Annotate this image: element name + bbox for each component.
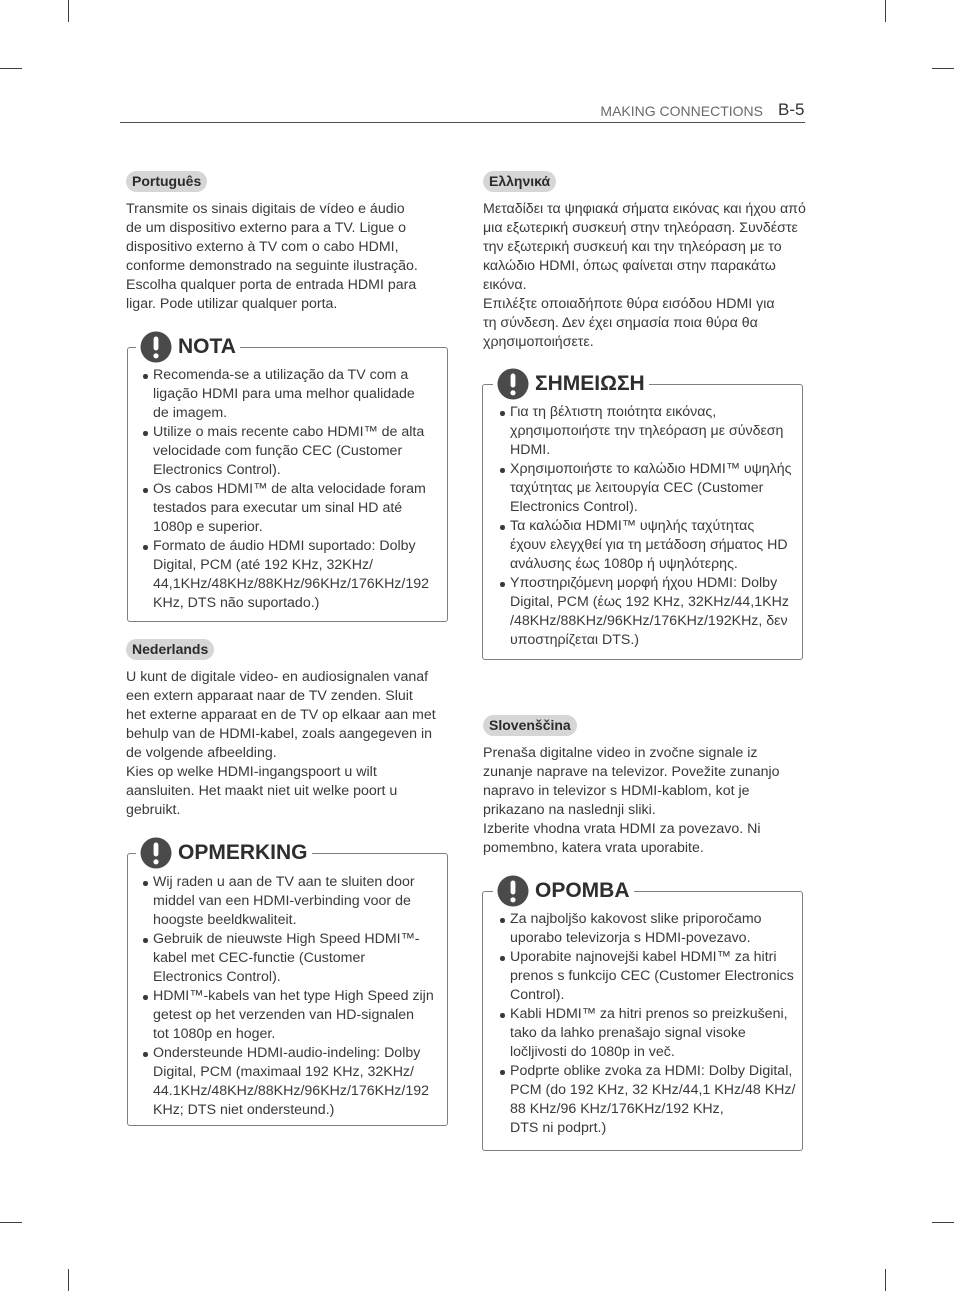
note-item [510,403,792,460]
note-item-text: Os cabos HDMI™ de alta velocidade foram testados para executar um sinal HD até 1080p e superior. [153,481,426,535]
language-badge: Nederlands [126,639,214,660]
language-badge: Slovenščina [483,715,577,736]
note-list [510,403,792,650]
note-item-text: Kabli HDMI™ za hitri prenos so preizkušeni, tako da lahko prenašajo signal visoke ločljivosti do 1080p in več. [510,1006,788,1060]
section-body: Prenaša digitalne video in zvočne signale iz zunanje naprave na televizor. Povežite zunanjo napravo in televizor s HDMI-kablom, kot je prikazano na naslednji sliki. Izberite vhodna vrata HDMI za povezavo. Ni pomembno, katera vrata uporabite. [483,745,780,856]
note-title-bar [493,368,649,400]
note-item-text: Για τη βέλτιστη ποιότητα εικόνας, χρησιμοποιήστε την τηλεόραση με σύνδεση HDMI. [510,404,784,458]
crop-mark [885,0,886,22]
crop-mark [68,1269,69,1291]
bullet-dot-icon [500,956,505,961]
bullet-dot-icon [143,545,148,550]
bullet-dot-icon [143,1052,148,1057]
exclamation-circle-icon-graphic [497,875,529,907]
page-number: B-5 [778,100,805,119]
note-item-text: Ondersteunde HDMI-audio-indeling: Dolby Digital, PCM (maximaal 192 KHz, 32KHz/ 44.1KHz/48KHz/88KHz/96KHz/176KHz/192 KHz; DTS niet ondersteund.) [153,1045,430,1118]
note-heading: OPMERKING [178,841,308,864]
bullet-dot-icon [143,431,148,436]
bullet-dot-icon [500,1013,505,1018]
note-title-bar [493,875,634,907]
note-item-text: Uporabite najnovejši kabel HDMI™ za hitri prenos s funkcijo CEC (Customer Electronics Control). [510,949,794,1003]
note-item [153,480,429,537]
exclamation-circle-icon [140,331,172,363]
note-item [153,423,429,480]
note-item [153,1044,434,1120]
bullet-dot-icon [500,525,505,530]
section-body: Transmite os sinais digitais de vídeo e áudio de um dispositivo externo para a TV. Ligue o dispositivo externo à TV com o cabo HDMI, conforme demonstrado na seguinte ilustração. Escolha qualquer porta de entrada HDMI para ligar. Pode utilizar qualquer porta. [126,201,418,312]
note-item [510,1062,795,1138]
note-item [153,987,434,1044]
note-item-text: Χρησιμοποιήστε το καλώδιο HDMI™ υψηλής ταχύτητας με λειτουργία CEC (Customer Electronics Control). [510,461,792,515]
bullet-dot-icon [143,374,148,379]
note-item [153,930,434,987]
note-heading: NOTA [178,335,236,358]
bullet-dot-icon [143,488,148,493]
note-item [153,873,434,930]
note-item-text: Recomenda-se a utilização da TV com a ligação HDMI para uma melhor qualidade de imagem. [153,367,415,421]
bullet-dot-icon [500,1070,505,1075]
exclamation-circle-icon [140,837,172,869]
header-rule [120,122,805,123]
bullet-dot-icon [143,881,148,886]
crop-mark [0,1222,22,1223]
running-header-section: MAKING CONNECTIONS [600,103,763,119]
exclamation-circle-icon-graphic [497,368,529,400]
note-item-text: Gebruik de nieuwste High Speed HDMI™- kabel met CEC-functie (Customer Electronics Control). [153,931,420,985]
bullet-dot-icon [500,582,505,587]
note-title-bar [136,837,312,869]
bullet-dot-icon [500,918,505,923]
note-list [510,910,795,1138]
bullet-dot-icon [143,938,148,943]
bullet-dot-icon [500,468,505,473]
section-body: Μεταδίδει τα ψηφιακά σήματα εικόνας και ήχου από μια εξωτερική συσκευή στην τηλεόραση. Συνδέστε την εξωτερική συσκευή και την τηλεόραση με το καλώδιο HDMI, όπως φαίνεται στην παρακάτω εικόνα. Επιλέξτε οποιαδήποτε θύρα εισόδου HDMI για τη σύνδεση. Δεν έχει σημασία ποια θύρα θα χρησιμοποιήσετε. [483,201,806,350]
note-item [510,574,792,650]
exclamation-circle-icon [497,875,529,907]
note-item-text: Podprte oblike zvoka za HDMI: Dolby Digital, PCM (do 192 KHz, 32 KHz/44,1 KHz/48 KHz/ 88 KHz/96 KHz/176KHz/192 KHz, DTS ni podprt.) [510,1063,796,1136]
exclamation-circle-icon-graphic [140,331,172,363]
note-item [153,537,429,613]
note-item [510,460,792,517]
crop-mark [885,1269,886,1291]
crop-mark [0,68,22,69]
note-list [153,873,434,1120]
note-title-bar [136,331,240,363]
note-item-text: Formato de áudio HDMI suportado: Dolby Digital, PCM (até 192 KHz, 32KHz/ 44,1KHz/48KHz/88KHz/96KHz/176KHz/192 KHz, DTS não suportado.) [153,538,430,611]
note-list [153,366,429,613]
note-heading: ΣΗΜΕΙΩΣΗ [535,372,645,395]
bullet-dot-icon [143,995,148,1000]
exclamation-circle-icon-graphic [140,837,172,869]
note-item [510,517,792,574]
note-heading: OPOMBA [535,879,630,902]
note-item [153,366,429,423]
note-item [510,1005,795,1062]
language-badge: Português [126,171,207,192]
crop-mark [932,68,954,69]
note-item [510,948,795,1005]
note-item-text: Wij raden u aan de TV aan te sluiten door middel van een HDMI-verbinding voor de hoogste beeldkwaliteit. [153,874,415,928]
section-body: U kunt de digitale video- en audiosignalen vanaf een extern apparaat naar de TV zenden. Sluit het externe apparaat en de TV op elkaar aan met behulp van de HDMI-kabel, zoals aangegeven in de volgende afbeelding. Kies op welke HDMI-ingangspoort u wilt aansluiten. Het maakt niet uit welke poort u gebruikt. [126,669,436,818]
bullet-dot-icon [500,411,505,416]
language-badge: Ελληνικά [483,171,556,192]
crop-mark [932,1222,954,1223]
note-item-text: HDMI™-kabels van het type High Speed zijn getest op het verzenden van HD-signalen tot 1080p en hoger. [153,988,434,1042]
note-item-text: Τα καλώδια HDMI™ υψηλής ταχύτητας έχουν ελεγχθεί για τη μετάδοση σήματος HD ανάλυσης έως 1080p ή υψηλότερης. [510,518,788,572]
note-item [510,910,795,948]
crop-mark [68,0,69,22]
note-item-text: Za najboljšo kakovost slike priporočamo uporabo televizorja s HDMI-povezavo. [510,911,762,946]
note-item-text: Υποστηριζόμενη μορφή ήχου HDMI: Dolby Digital, PCM (έως 192 KHz, 32KHz/44,1KHz /48KHz/88KHz/96KHz/176KHz/192KHz, δεν υποστηρίζεται DTS.) [510,575,789,648]
note-item-text: Utilize o mais recente cabo HDMI™ de alta velocidade com função CEC (Customer Electronics Control). [153,424,425,478]
exclamation-circle-icon [497,368,529,400]
